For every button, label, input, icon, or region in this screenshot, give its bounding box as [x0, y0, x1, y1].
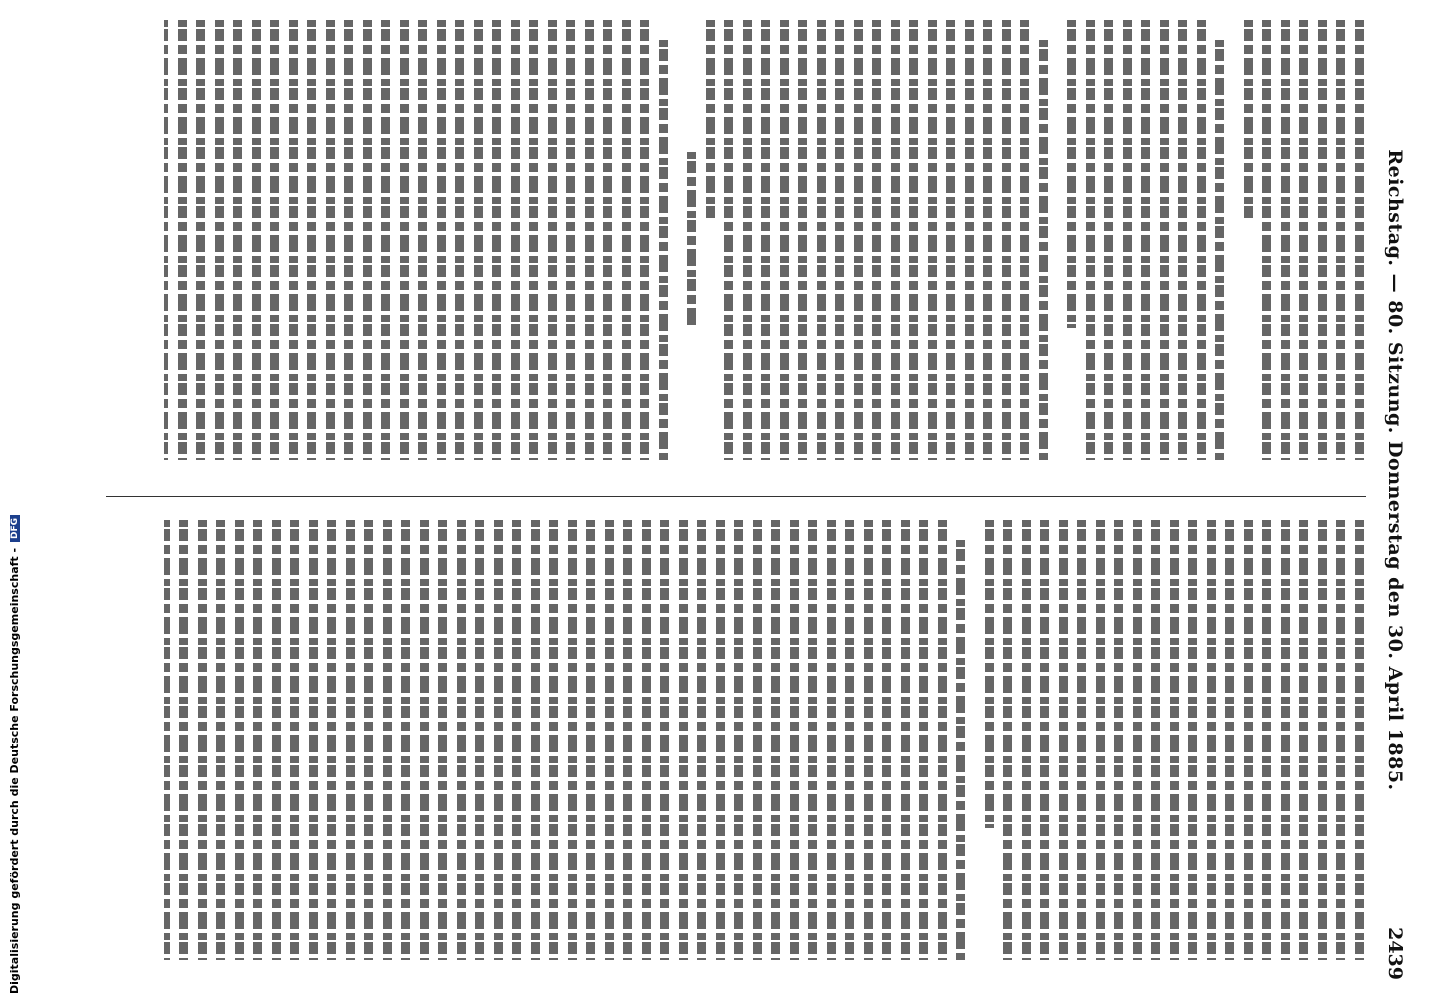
text-column-right — [164, 520, 1364, 960]
page-header — [1376, 20, 1406, 980]
column-divider — [106, 496, 1366, 497]
page-number: 2439 — [1384, 927, 1406, 980]
credit-text: Digitalisierung gefördert durch die Deutsche Forschungsgemeinschaft - — [8, 547, 21, 994]
text-column-left — [164, 20, 1364, 460]
running-head: Reichstag. — 80. Sitzung. Donnerstag den 30. April 1885. — [1384, 149, 1406, 791]
dfg-logo: DFG — [10, 515, 20, 542]
document-page — [16, 0, 1416, 1000]
digitization-credit — [8, 94, 22, 994]
